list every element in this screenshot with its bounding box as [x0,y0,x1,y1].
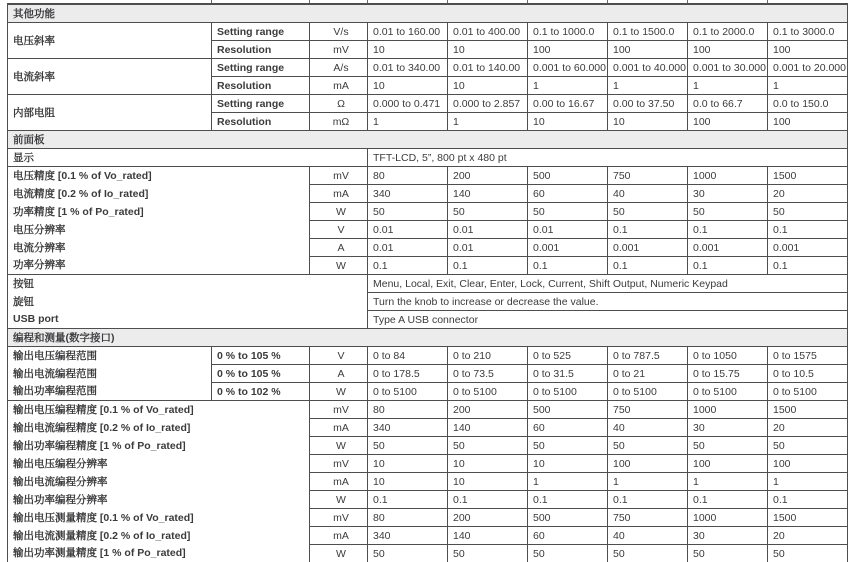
table-row [8,257,848,275]
spec-value: 0.01 [368,239,448,257]
section-header-row [8,329,848,347]
spec-value: 0 to 210 [448,347,528,365]
spec-value: 0.1 to 1000.0 [528,23,608,41]
spec-value: 0.1 [688,491,768,509]
table-row [8,59,848,77]
spec-label: 输出电流测量精度 [0.2 % of Io_rated] [8,527,310,545]
spec-value: 50 [768,437,848,455]
spec-value: 340 [368,419,448,437]
spec-sub-label: Resolution [212,41,310,59]
spec-value: 0.0 to 66.7 [688,95,768,113]
spec-value: 0 to 31.5 [528,365,608,383]
spec-label: 输出功率编程分辨率 [8,491,310,509]
spec-unit: V [310,221,368,239]
spec-value: 0.1 [528,491,608,509]
spec-value: 30 [688,527,768,545]
spec-value: 0 to 15.75 [688,365,768,383]
table-row [8,203,848,221]
spec-value: 50 [608,545,688,562]
spec-value: 140 [448,185,528,203]
spec-value: 50 [368,437,448,455]
spec-value: 20 [768,527,848,545]
spec-value: 0.1 [448,491,528,509]
spec-value: 1 [608,473,688,491]
spec-value: 1 [768,77,848,95]
spec-label: 旋钮 [8,293,368,311]
spec-value: 0.0 to 150.0 [768,95,848,113]
table-row [8,311,848,329]
spec-value: 0.001 [688,239,768,257]
spec-label: USB port [8,311,368,329]
spec-label: 内部电阻 [8,95,212,131]
spec-value: 500 [528,509,608,527]
spec-value: 50 [608,203,688,221]
spec-label: 输出功率测量精度 [1 % of Po_rated] [8,545,310,562]
spec-value: 60 [528,419,608,437]
spec-label: 电压分辨率 [8,221,310,239]
section-header: 编程和测量(数字接口) [8,329,848,347]
spec-value: 0.1 [688,257,768,275]
table-row [8,455,848,473]
spec-value: 50 [688,437,768,455]
spec-unit: V [310,347,368,365]
spec-value: 0.1 to 3000.0 [768,23,848,41]
spec-value: 0.1 [768,221,848,239]
spec-unit: W [310,203,368,221]
spec-value: 50 [528,437,608,455]
spec-label: 电流精度 [0.2 % of Io_rated] [8,185,310,203]
spec-value: 340 [368,185,448,203]
percent-range: 0 % to 105 % [212,365,310,383]
spec-value: 0.1 to 2000.0 [688,23,768,41]
spec-value: 10 [368,473,448,491]
spec-value: 0.000 to 0.471 [368,95,448,113]
spec-value: 100 [768,455,848,473]
table-row [8,23,848,41]
spec-sub-label: Resolution [212,77,310,95]
spec-value: 10 [448,473,528,491]
spec-table [7,3,848,562]
spec-value: 340 [368,527,448,545]
table-row [8,437,848,455]
spec-value: 0.000 to 2.857 [448,95,528,113]
spec-value: 0.001 to 40.000 [608,59,688,77]
spec-value: 50 [448,203,528,221]
spec-value: 0 to 525 [528,347,608,365]
table-row [8,365,848,383]
spec-value: 0.01 to 400.00 [448,23,528,41]
spec-unit: mA [310,473,368,491]
table-row [8,491,848,509]
spec-value: 140 [448,527,528,545]
spec-value: 0 to 21 [608,365,688,383]
spec-value: 100 [528,41,608,59]
spec-value: 0.01 to 340.00 [368,59,448,77]
table-row [8,509,848,527]
spec-unit: W [310,437,368,455]
spec-value: 0 to 1050 [688,347,768,365]
table-row [8,275,848,293]
spec-value: 0.001 to 60.000 [528,59,608,77]
spec-value: 40 [608,185,688,203]
spec-value: 80 [368,401,448,419]
spec-value: 50 [448,545,528,562]
spec-unit: A/s [310,59,368,77]
spec-unit: mA [310,77,368,95]
spec-value: 50 [688,545,768,562]
spec-value: 50 [768,203,848,221]
spec-unit: mV [310,167,368,185]
table-row [8,401,848,419]
spec-value: 0.01 [448,221,528,239]
spec-value: 50 [448,437,528,455]
spec-value: 0.001 to 20.000 [768,59,848,77]
spec-value: 0 to 84 [368,347,448,365]
spec-value: 750 [608,509,688,527]
spec-value: 100 [768,41,848,59]
spec-value: Type A USB connector [368,311,848,329]
spec-unit: A [310,239,368,257]
spec-value: Menu, Local, Exit, Clear, Enter, Lock, Current, Shift Output, Numeric Keypad [368,275,848,293]
spec-value: 10 [448,455,528,473]
spec-value: 1 [608,77,688,95]
spec-value: 0 to 5100 [448,383,528,401]
spec-value: 1 [528,77,608,95]
spec-value: 1 [528,473,608,491]
spec-value: 50 [768,545,848,562]
spec-value: 1 [688,473,768,491]
spec-value: 50 [528,203,608,221]
section-header: 其他功能 [8,4,848,23]
spec-value: 80 [368,509,448,527]
table-row [8,527,848,545]
spec-value: 10 [368,455,448,473]
spec-unit: W [310,491,368,509]
spec-label: 输出功率编程范围 [8,383,212,401]
spec-label: 电流分辨率 [8,239,310,257]
spec-unit: mV [310,41,368,59]
spec-value: 60 [528,527,608,545]
spec-value: 20 [768,185,848,203]
spec-value: 0.1 [768,257,848,275]
spec-label: 输出电压编程精度 [0.1 % of Vo_rated] [8,401,310,419]
spec-value: 0.1 [608,221,688,239]
spec-sub-label: Setting range [212,95,310,113]
spec-value: 50 [608,437,688,455]
spec-value: 0 to 5100 [688,383,768,401]
spec-sub-label: Resolution [212,113,310,131]
spec-label: 电压精度 [0.1 % of Vo_rated] [8,167,310,185]
spec-value: 30 [688,185,768,203]
section-header-row [8,131,848,149]
spec-value: TFT-LCD, 5”, 800 pt x 480 pt [368,149,848,167]
spec-value: 200 [448,167,528,185]
spec-label: 输出电流编程分辨率 [8,473,310,491]
spec-value: 0.001 [768,239,848,257]
spec-value: 40 [608,527,688,545]
spec-value: 100 [688,113,768,131]
spec-unit: W [310,545,368,562]
spec-value: 1000 [688,401,768,419]
table-row [8,221,848,239]
spec-value: 0 to 1575 [768,347,848,365]
spec-value: 0 to 5100 [608,383,688,401]
spec-unit: mV [310,401,368,419]
spec-value: 0 to 73.5 [448,365,528,383]
spec-value: 10 [528,113,608,131]
spec-unit: mA [310,185,368,203]
spec-value: 1500 [768,167,848,185]
spec-value: 20 [768,419,848,437]
table-row [8,185,848,203]
spec-value: 1 [448,113,528,131]
spec-value: 30 [688,419,768,437]
spec-unit: mA [310,419,368,437]
table-row [8,383,848,401]
spec-value: 0.1 [608,257,688,275]
spec-unit: A [310,365,368,383]
spec-value: 50 [688,203,768,221]
spec-unit: V/s [310,23,368,41]
spec-value: 1 [688,77,768,95]
spec-value: 50 [368,203,448,221]
spec-value: 0.00 to 37.50 [608,95,688,113]
spec-label: 输出电流编程范围 [8,365,212,383]
spec-value: 0 to 5100 [368,383,448,401]
spec-value: 0.1 [368,491,448,509]
spec-value: 0.01 [448,239,528,257]
spec-value: 10 [368,77,448,95]
spec-value: 500 [528,401,608,419]
spec-value: 0 to 10.5 [768,365,848,383]
spec-value: 750 [608,401,688,419]
spec-value: 1000 [688,167,768,185]
spec-label: 显示 [8,149,368,167]
spec-label: 输出电压编程分辨率 [8,455,310,473]
spec-value: 0.1 [688,221,768,239]
spec-value: 0.1 [768,491,848,509]
spec-value: 0 to 178.5 [368,365,448,383]
table-row [8,149,848,167]
spec-value: 40 [608,419,688,437]
spec-value: Turn the knob to increase or decrease the value. [368,293,848,311]
spec-value: 1500 [768,401,848,419]
spec-value: 0.001 [608,239,688,257]
spec-label: 电压斜率 [8,23,212,59]
spec-value: 10 [448,41,528,59]
spec-unit: mV [310,455,368,473]
spec-value: 10 [608,113,688,131]
spec-unit: mV [310,509,368,527]
spec-label: 电流斜率 [8,59,212,95]
spec-value: 1 [768,473,848,491]
spec-label: 输出电压测量精度 [0.1 % of Vo_rated] [8,509,310,527]
spec-label: 功率精度 [1 % of Po_rated] [8,203,310,221]
spec-value: 60 [528,185,608,203]
spec-value: 100 [688,455,768,473]
spec-unit: mΩ [310,113,368,131]
spec-value: 500 [528,167,608,185]
percent-range: 0 % to 102 % [212,383,310,401]
spec-value: 100 [608,455,688,473]
spec-unit: W [310,257,368,275]
spec-value: 1000 [688,509,768,527]
section-header-row [8,4,848,23]
spec-value: 0 to 5100 [768,383,848,401]
spec-value: 0.001 [528,239,608,257]
spec-value: 100 [768,113,848,131]
spec-value: 140 [448,419,528,437]
spec-unit: mA [310,527,368,545]
spec-value: 1 [368,113,448,131]
spec-value: 750 [608,167,688,185]
table-row [8,473,848,491]
spec-sub-label: Setting range [212,59,310,77]
spec-value: 10 [528,455,608,473]
spec-value: 10 [368,41,448,59]
spec-value: 0.01 to 140.00 [448,59,528,77]
spec-unit: W [310,383,368,401]
spec-value: 100 [688,41,768,59]
table-row [8,167,848,185]
spec-value: 0.01 to 160.00 [368,23,448,41]
spec-value: 0.01 [368,221,448,239]
spec-label: 功率分辨率 [8,257,310,275]
spec-value: 200 [448,509,528,527]
spec-sub-label: Setting range [212,23,310,41]
spec-value: 0 to 5100 [528,383,608,401]
spec-value: 0.1 [368,257,448,275]
table-row [8,239,848,257]
section-header: 前面板 [8,131,848,149]
table-row [8,419,848,437]
table-row [8,95,848,113]
spec-value: 0 to 787.5 [608,347,688,365]
spec-value: 100 [608,41,688,59]
table-row [8,347,848,365]
percent-range: 0 % to 105 % [212,347,310,365]
spec-label: 输出电流编程精度 [0.2 % of Io_rated] [8,419,310,437]
spec-value: 1500 [768,509,848,527]
spec-value: 200 [448,401,528,419]
spec-unit: Ω [310,95,368,113]
spec-value: 0.1 to 1500.0 [608,23,688,41]
spec-value: 0.1 [448,257,528,275]
spec-value: 50 [368,545,448,562]
spec-label: 按钮 [8,275,368,293]
spec-value: 0.01 [528,221,608,239]
spec-value: 0.001 to 30.000 [688,59,768,77]
spec-value: 10 [448,77,528,95]
spec-value: 80 [368,167,448,185]
spec-value: 0.1 [528,257,608,275]
spec-label: 输出功率编程精度 [1 % of Po_rated] [8,437,310,455]
table-row [8,293,848,311]
spec-value: 0.1 [608,491,688,509]
spec-label: 输出电压编程范围 [8,347,212,365]
spec-value: 50 [528,545,608,562]
spec-value: 0.00 to 16.67 [528,95,608,113]
table-row [8,545,848,562]
